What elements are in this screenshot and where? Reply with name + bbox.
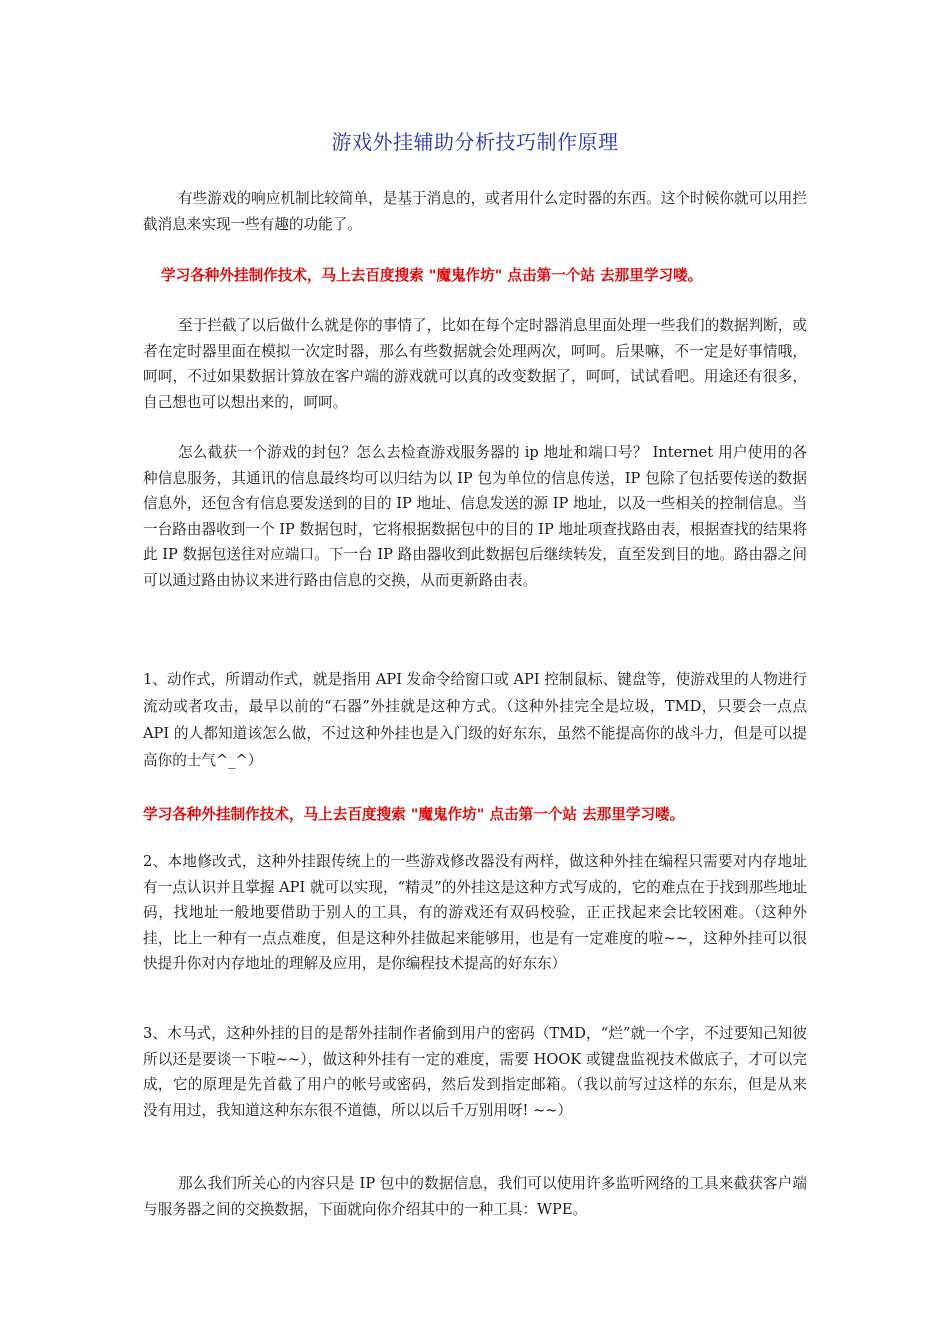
paragraph-trojan-type: 3、木马式，这种外挂的目的是帮外挂制作者偷到用户的密码（TMD，“烂”就一个字，不过要知己知彼所以还是要谈一下啦~~），做这种外挂有一定的难度，需要 HOOK 或键盘监视技术做底子，才可以完成，它的原理是先首截了用户的帐号或密码，然后发到指定邮箱。（我以前写过这样的东东，但是从来没有用过，我知道这种东东很不道德，所以以后千万别用呀! ~~） <box>143 1025 807 1119</box>
paragraph-packet-capture: 怎么截获一个游戏的封包？怎么去检查游戏服务器的 ip 地址和端口号？ Internet 用户使用的各种信息服务，其通讯的信息最终均可以归结为以 IP 包为单位的信息传送，IP 包除了包括要传送的数据信息外，还包含有信息要发送到的目的 IP 地址、信息发送的源 IP 地址，以及一些相关的控制信息。当一台路由器收到一个 IP 数据包时，它将根据数据包中的目的 IP 地址项查找路由表，根据查找的结果将此 IP 数据包送往对应端口。下一台 IP 路由器收到此数据包后继续转发，直至发到目的地。路由器之间可以通过路由协议来进行路由信息的交换，从而更新路由表。 <box>143 444 807 589</box>
promo-line-1: 学习各种外挂制作技术，马上去百度搜索 "魔鬼作坊" 点击第一个站 去那里学习喽。 <box>161 267 703 284</box>
paragraph-intro: 有些游戏的响应机制比较简单，是基于消息的，或者用什么定时器的东西。这个时候你就可以用拦截消息来实现一些有趣的功能了。 <box>143 190 807 233</box>
document-title: 游戏外挂辅助分析技巧制作原理 <box>331 130 619 154</box>
paragraph-wpe-intro: 那么我们所关心的内容只是 IP 包中的数据信息，我们可以使用许多监听网络的工具来截获客户端与服务器之间的交换数据，下面就向你介绍其中的一种工具：WPE。 <box>143 1175 807 1218</box>
paragraph-local-modify-type: 2、本地修改式，这种外挂跟传统上的一些游戏修改器没有两样，做这种外挂在编程只需要对内存地址有一点认识并且掌握 API 就可以实现，“精灵”的外挂这是这种方式写成的，它的难点在于找到那些地址码，找地址一般地要借助于别人的工具，有的游戏还有双码校验，正正找起来会比较困难。（这种外挂，比上一种有一点点难度，但是这种外挂做起来能够用，也是有一定难度的啦~~，这种外挂可以很快提升你对内存地址的理解及应用，是你编程技术提高的好东东） <box>143 853 807 972</box>
promo-line-2: 学习各种外挂制作技术，马上去百度搜索 "魔鬼作坊" 点击第一个站 去那里学习喽。 <box>143 806 685 823</box>
paragraph-action-type: 1、动作式，所谓动作式，就是指用 API 发命令给窗口或 API 控制鼠标、键盘等，使游戏里的人物进行流动或者攻击，最早以前的“石器”外挂就是这种方式。（这种外挂完全是垃圾，TMD，只要会一点点 API 的人都知道该怎么做，不过这种外挂也是入门级的好东东，虽然不能提高你的战斗力，但是可以提高你的士气^_^） <box>143 671 807 769</box>
paragraph-interception: 至于拦截了以后做什么就是你的事情了，比如在每个定时器消息里面处理一些我们的数据判断，或者在定时器里面在模拟一次定时器，那么有些数据就会处理两次，呵呵。后果嘛，不一定是好事情哦，呵呵，不过如果数据计算放在客户端的游戏就可以真的改变数据了，呵呵，试试看吧。用途还有很多，自己想也可以想出来的，呵呵。 <box>143 317 807 411</box>
